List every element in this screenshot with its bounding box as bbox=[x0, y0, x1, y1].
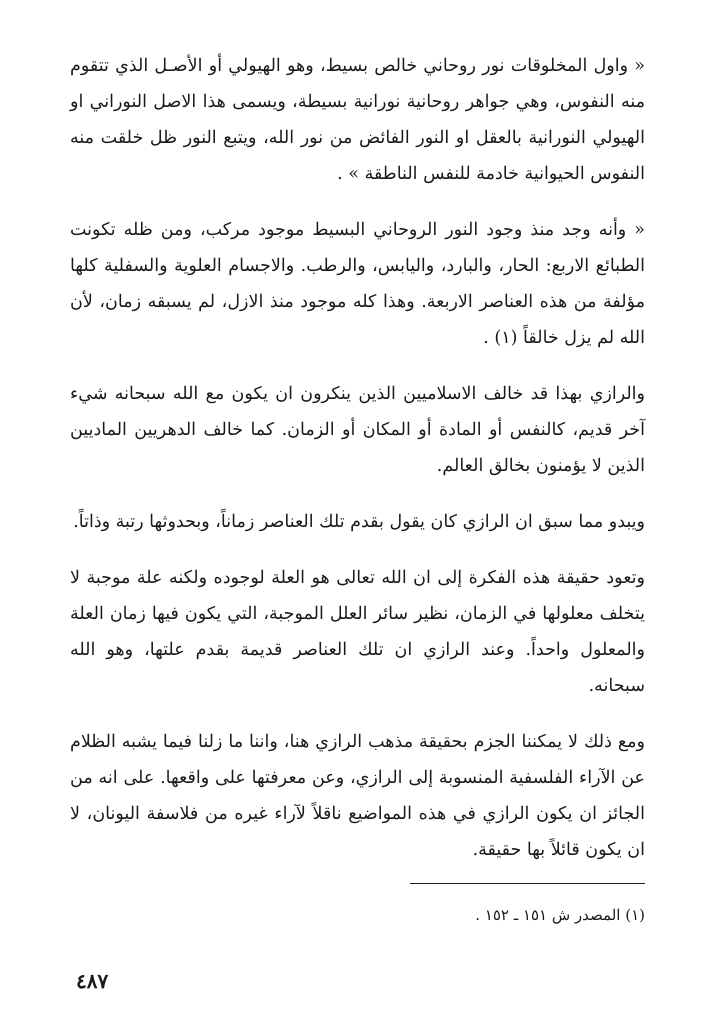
paragraph-3: والرازي بهذا قد خالف الاسلاميين الذين ينكرون ان يكون مع الله سبحانه شيء آخر قديم، كالنفس أو المادة أو المكان أو الزمان. كما خالف الدهريين الماديين الذين لا يؤمنون بخالق العالم. bbox=[70, 384, 645, 476]
paragraph-5: وتعود حقيقة هذه الفكرة إلى ان الله تعالى هو العلة لوجوده ولكنه علة موجبة لا يتخلف معلولها في الزمان، نظير سائر العلل الموجبة، التي يكون فيها زمان العلة والمعلول واحداً. وعند الرازي ان تلك العناصر قديمة بقدم علتها، وهو الله سبحانه. bbox=[70, 568, 645, 696]
book-page bbox=[70, 0, 645, 1014]
paragraph-2: « وأنه وجد منذ وجود النور الروحاني البسيط موجود مركب، ومن ظله تكونت الطبائع الاربع: الحار، والبارد، واليابس، والرطب. والاجسام العلوية والسفلية كلها مؤلفة من هذه العناصر الاربعة. وهذا كله موجود منذ الازل، لم يسبقه زمان، لأن الله لم يزل خالقاً (١) . bbox=[70, 220, 645, 348]
page-number: ٤٨٧ bbox=[76, 969, 109, 993]
body-text bbox=[70, 48, 645, 888]
footnote-divider bbox=[410, 883, 645, 884]
paragraph-4: ويبدو مما سبق ان الرازي كان يقول بقدم تلك العناصر زماناً، وبحدوثها رتبة وذاتاً. bbox=[73, 512, 645, 532]
paragraph-1: « واول المخلوقات نور روحاني خالص بسيط، وهو الهيولي أو الأصـل الذي تتقوم منه النفوس، وهي جواهر روحانية نورانية بسيطة، ويسمى هذا الاصل النوراني او الهيولي النورانية بالعقل او النور الفائض من نور الله، ويتبع النور ظل خلقت منه النفوس الحيوانية خادمة للنفس الناطقة » . bbox=[70, 56, 645, 184]
paragraph-6: ومع ذلك لا يمكننا الجزم بحقيقة مذهب الرازي هنا، واننا ما زلنا فيما يشبه الظلام عن الآراء الفلسفية المنسوبة إلى الرازي، وعن معرفتها على واقعها. على انه من الجائز ان يكون الرازي في هذه المواضيع ناقلاً لآراء غيره من فلاسفة اليونان، لا ان يكون قائلاً بها حقيقة. bbox=[70, 732, 645, 860]
footnote: (١) المصدر ش ١٥١ ـ ١٥٢ . bbox=[475, 906, 645, 924]
